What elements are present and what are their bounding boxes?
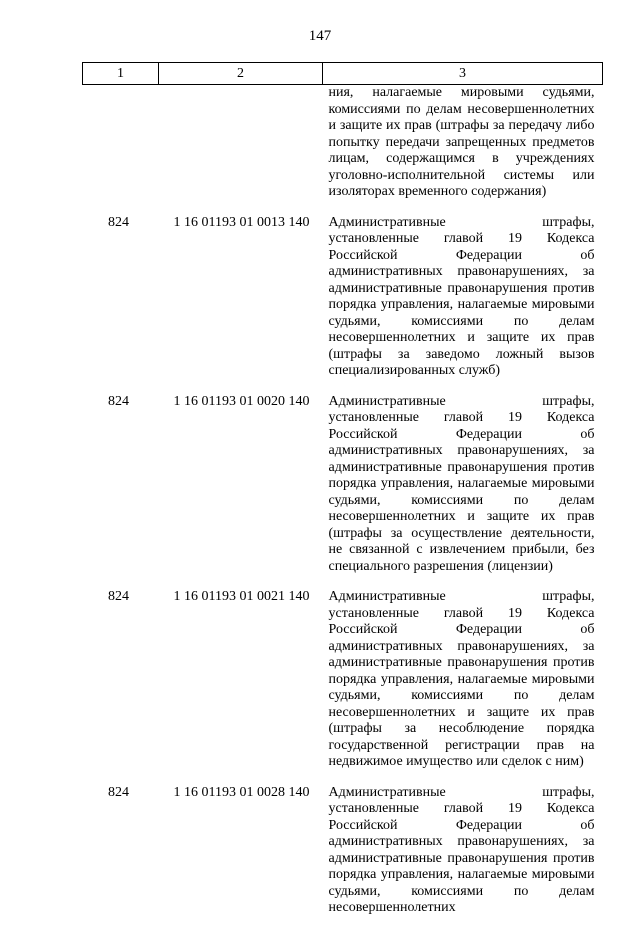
column-header-3: 3 xyxy=(323,63,603,85)
income-description: Административные штрафы, установленные главой 19 Кодекса Российской Федерации об административных правонарушениях, за административные правонарушения против порядка управления, налагаемые мировыми судьями, комиссиями по делам несовершеннолетних xyxy=(328,784,595,915)
budget-classification-code: 1 16 01193 01 0020 140 xyxy=(173,393,310,409)
continuation-admin-cell xyxy=(83,85,159,215)
admin-code: 824 xyxy=(108,393,129,409)
budget-classification-code: 1 16 01193 01 0013 140 xyxy=(173,214,310,230)
admin-code: 824 xyxy=(108,784,129,800)
page-number: 147 xyxy=(308,28,332,44)
table-header-row xyxy=(83,63,603,85)
income-description: Административные штрафы, установленные главой 19 Кодекса Российской Федерации об административных правонарушениях, за административные правонарушения против порядка управления, налагаемые мировыми судьями, комиссиями по делам несовершеннолетних и защите их прав (штрафы за заведомо ложный вызов специализированных служб) xyxy=(328,214,595,378)
income-description: Административные штрафы, установленные главой 19 Кодекса Российской Федерации об административных правонарушениях, за административные правонарушения против порядка управления, налагаемые мировыми судьями, комиссиями по делам несовершеннолетних и защите их прав (штрафы за несоблюдение порядка государственной регистрации прав на недвижимое имущество или сделок с ним) xyxy=(328,589,595,769)
budget-classification-code: 1 16 01193 01 0021 140 xyxy=(173,589,310,604)
continuation-description: ния, налагаемые мировыми судьями, комиссиями по делам несовершеннолетних и защите их прав (штрафы за передачу либо попытку передачи запрещенных предметов лицам, содержащимся в учреждениях уголовно-исполнительной системы или изоляторах временного содержания) xyxy=(328,85,595,199)
budget-codes-table xyxy=(82,62,603,931)
table-row xyxy=(83,785,603,931)
admin-code: 824 xyxy=(108,214,129,230)
table-row xyxy=(83,215,603,394)
admin-code: 824 xyxy=(108,589,129,604)
continuation-code-cell xyxy=(159,85,323,215)
income-description: Административные штрафы, установленные главой 19 Кодекса Российской Федерации об административных правонарушениях, за административные правонарушения против порядка управления, налагаемые мировыми судьями, комиссиями по делам несовершеннолетних и защите их прав (штрафы за осуществление деятельности, не связанной с извлечением прибыли, без специального разрешения (лицензии) xyxy=(328,393,595,574)
column-header-2: 2 xyxy=(159,63,323,85)
table-row xyxy=(83,589,603,785)
column-header-1: 1 xyxy=(83,63,159,85)
continuation-row xyxy=(83,85,603,215)
budget-classification-code: 1 16 01193 01 0028 140 xyxy=(173,784,310,800)
table-row xyxy=(83,394,603,590)
